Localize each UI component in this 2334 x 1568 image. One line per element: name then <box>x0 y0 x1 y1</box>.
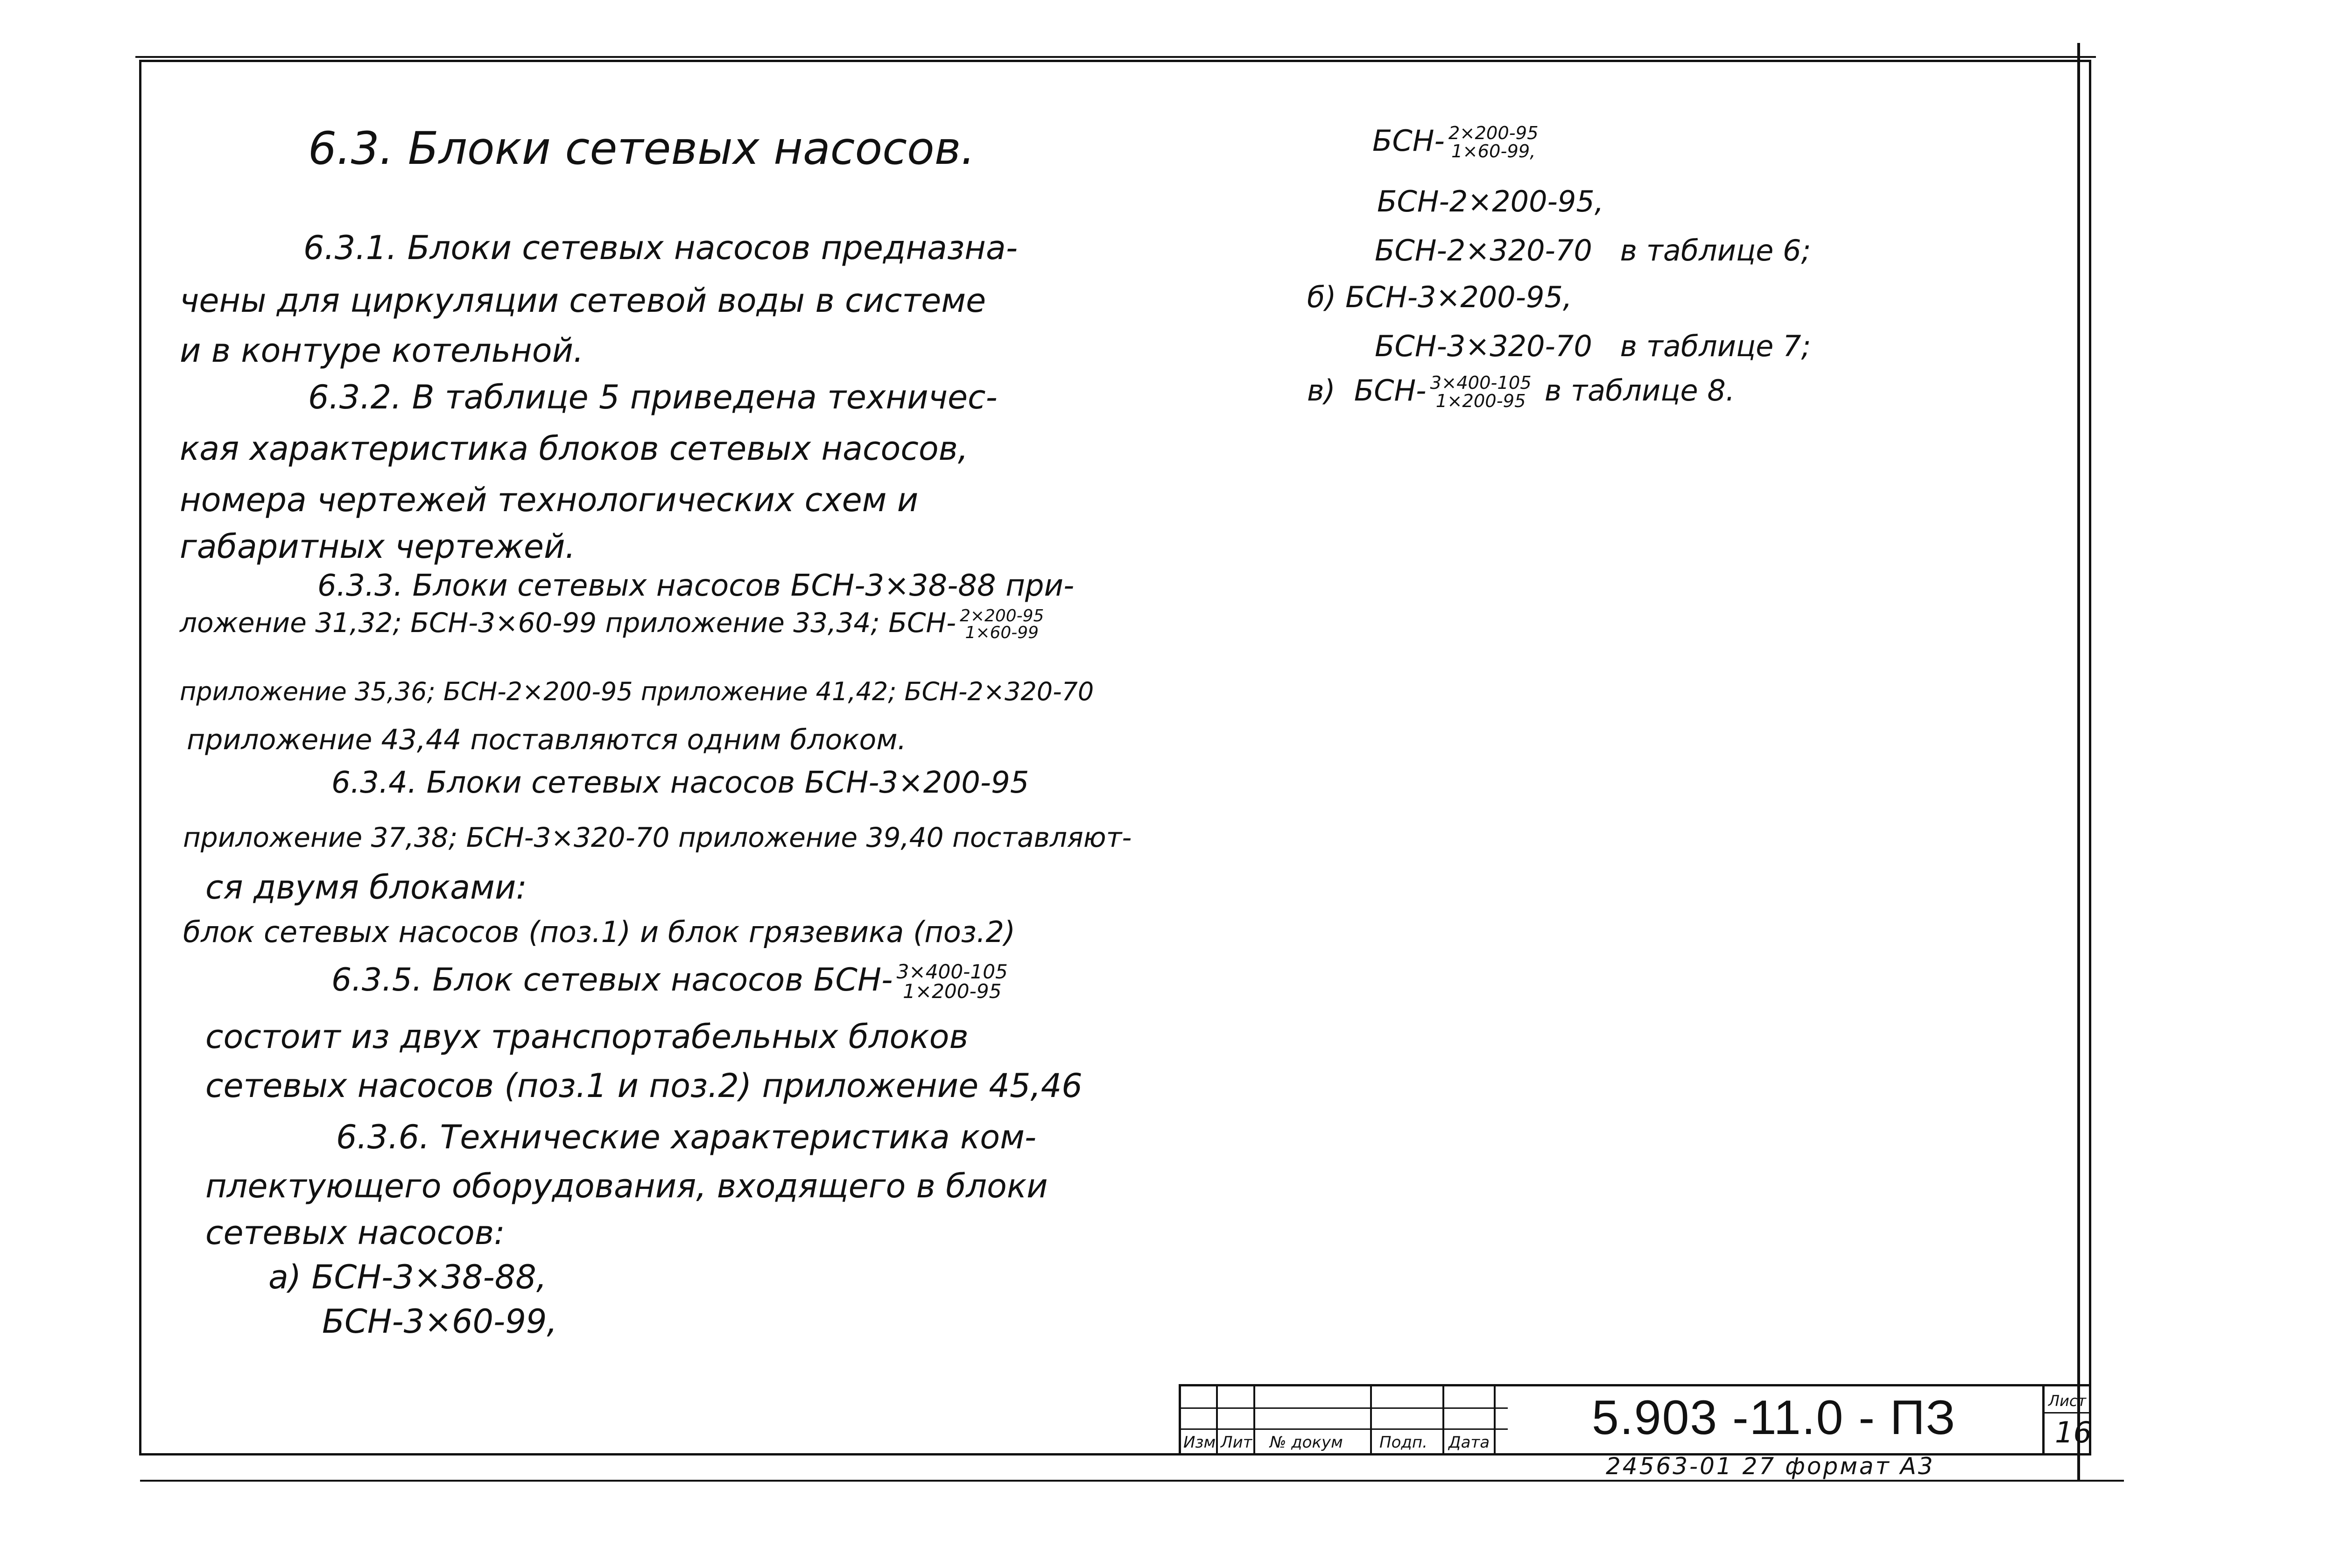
frame-right-double-line <box>2077 43 2080 1481</box>
right-line6-ref: в таблице 8. <box>1544 373 1735 408</box>
p631-line3: и в контуре котельной. <box>180 331 584 370</box>
right-line1-text: БСН- <box>1372 124 1445 158</box>
right-line6 <box>1307 373 1735 410</box>
right-line1-frac-bottom: 1×60-99, <box>1451 141 1536 162</box>
p635-frac-top: 3×400-105 <box>896 960 1008 984</box>
right-line6-frac-bottom: 1×200-95 <box>1435 390 1526 412</box>
right-line2: БСН-2×200-95, <box>1377 184 1604 218</box>
p632-line2: кая характеристика блоков сетевых насосов, <box>180 429 969 468</box>
section-title: 6.3. Блоки сетевых насосов. <box>308 122 975 175</box>
title-block <box>1179 1384 2092 1453</box>
p635-line2: состоит из двух транспортабельных блоков <box>205 1018 969 1056</box>
p633-fraction <box>960 608 1044 641</box>
p634-line3: ся двумя блоками: <box>205 868 527 907</box>
p632-line1: 6.3.2. В таблице 5 приведена техничес- <box>308 378 998 416</box>
p636-line3: сетевых насосов: <box>205 1214 505 1252</box>
col-sign-label: Подп. <box>1379 1433 1427 1452</box>
p635-line3: сетевых насосов (поз.1 и поз.2) приложение 45,46 <box>205 1067 1083 1105</box>
sheet-cell-divider <box>2045 1412 2091 1413</box>
right-line6-marker: в) <box>1307 373 1336 408</box>
sheet-label: Лист <box>2048 1392 2087 1410</box>
col-lit-label: Лит <box>1221 1433 1252 1452</box>
p634-line4: блок сетевых насосов (поз.1) и блок грязевика (поз.2) <box>183 915 1016 949</box>
p631-line2: чены для циркуляции сетевой воды в системе <box>180 281 986 320</box>
right-line4: б) БСН-3×200-95, <box>1307 280 1572 314</box>
sheet-cell <box>2042 1386 2091 1453</box>
p633-frac-top: 2×200-95 <box>960 606 1044 626</box>
right-line5 <box>1375 329 1811 363</box>
item-a-line2: БСН-3×60-99, <box>322 1302 557 1341</box>
right-line3-code: БСН-2×320-70 <box>1375 233 1592 267</box>
p633-line4: приложение 43,44 поставляются одним блоком. <box>187 724 907 756</box>
p633-line3: приложение 35,36; БСН-2×200-95 приложение 41,42; БСН-2×320-70 <box>180 677 1094 706</box>
right-line3-ref: в таблице 6; <box>1620 233 1811 267</box>
document-code: 5.903 -11.0 - ПЗ <box>1592 1391 1956 1445</box>
p634-line2: приложение 37,38; БСН-3×320-70 приложение 39,40 поставляют- <box>183 822 1132 853</box>
p632-line4: габаритных чертежей. <box>180 527 576 566</box>
right-line1-fraction <box>1448 125 1539 161</box>
right-line1 <box>1372 124 1542 161</box>
p636-line2: плектующего оборудования, входящего в блоки <box>205 1167 1048 1205</box>
right-line1-frac-top: 2×200-95 <box>1448 123 1539 144</box>
p636-line1: 6.3.6. Технические характеристика ком- <box>336 1118 1037 1156</box>
right-line6-frac-top: 3×400-105 <box>1430 373 1532 394</box>
right-line6-fraction <box>1430 374 1532 410</box>
p635-fraction <box>897 962 1008 1001</box>
frame-bottom-line <box>140 1480 2124 1482</box>
sheet-number: 16 <box>2055 1415 2092 1449</box>
p635-line1-text: 6.3.5. Блок сетевых насосов БСН- <box>331 962 893 998</box>
right-line6-text: БСН- <box>1354 373 1427 408</box>
p633-line2-text: ложение 31,32; БСН-3×60-99 приложение 33,34; БСН- <box>180 607 956 639</box>
p633-line1: 6.3.3. Блоки сетевых насосов БСН-3×38-88 при- <box>317 569 1075 603</box>
footer-format-note: 24563-01 27 формат А3 <box>1606 1453 1935 1480</box>
frame-top-line <box>135 56 2096 58</box>
item-a-line1: а) БСН-3×38-88, <box>268 1258 547 1296</box>
col-date-label: Дата <box>1448 1433 1490 1452</box>
p633-line2 <box>180 607 1047 641</box>
p632-line3: номера чертежей технологических схем и <box>180 481 919 519</box>
p635-line1 <box>331 962 1012 1002</box>
right-line3 <box>1375 233 1811 267</box>
p633-frac-bottom: 1×60-99 <box>965 623 1039 642</box>
col-doc-label: № докум <box>1270 1433 1343 1452</box>
p631-line1: 6.3.1. Блоки сетевых насосов предназна- <box>303 229 1018 267</box>
right-line5-code: БСН-3×320-70 <box>1375 329 1592 363</box>
p635-frac-bottom: 1×200-95 <box>902 980 1002 1003</box>
col-izm-label: Изм <box>1183 1433 1216 1452</box>
right-line5-ref: в таблице 7; <box>1620 329 1811 363</box>
p634-line1: 6.3.4. Блоки сетевых насосов БСН-3×200-95 <box>331 766 1029 800</box>
